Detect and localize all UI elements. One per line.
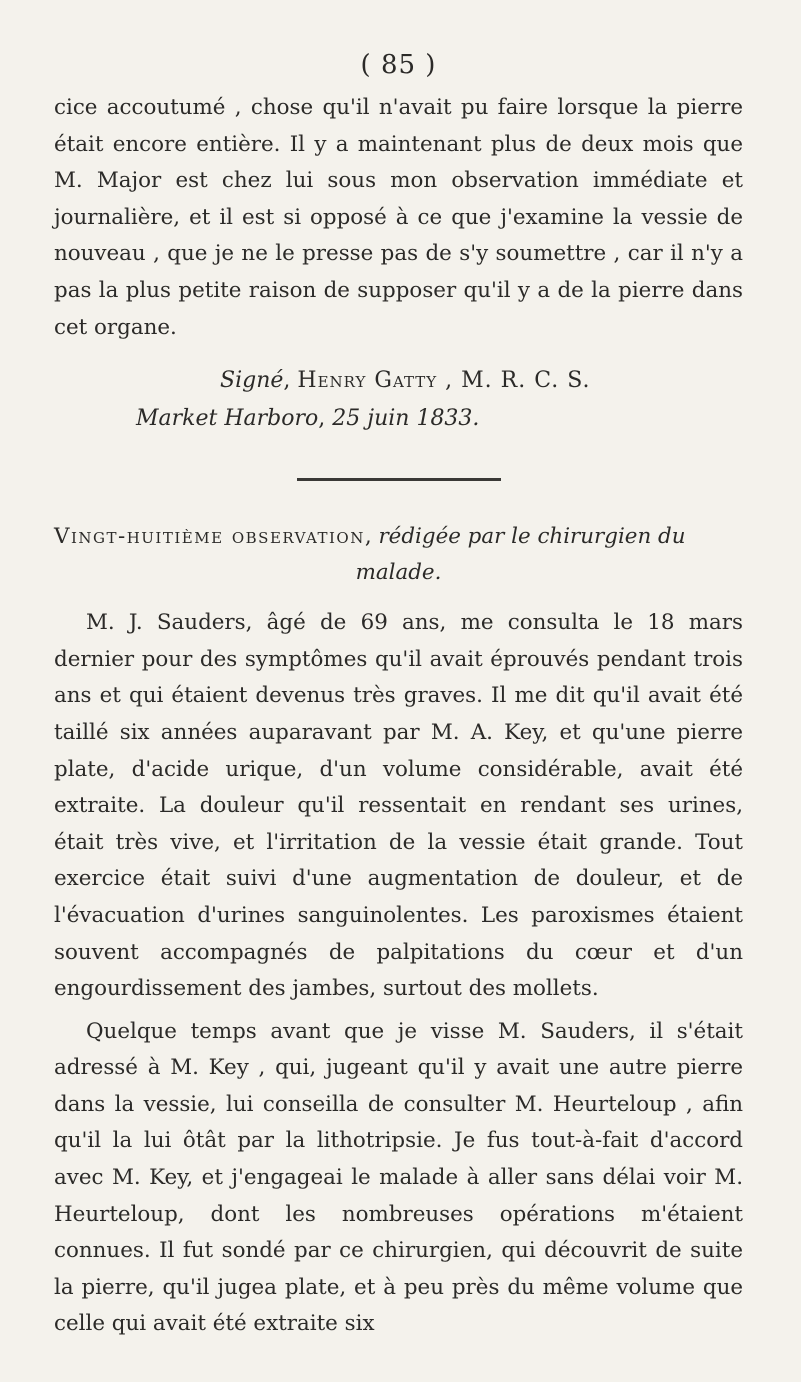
observation-heading: Vingt-huitième observation, rédigée par le chirurgien du malade. [54, 519, 743, 591]
paragraph-case-history: M. J. Sauders, âgé de 69 ans, me consulta le 18 mars dernier pour des symptômes qu'il avait éprouvés pendant trois ans et qui étaient devenus très graves. Il me dit qu'il avait été taillé six années auparavant par M. A. Key, et qu'une pierre plate, d'acide urique, d'un volume considérable, avait été extraite. La douleur qu'il ressentait en rendant ses urines, était très vive, et l'irritation de la vessie était grande. Tout exercice était suivi d'une augmentation de douleur, et de l'évacuation d'urines sanguinolentes. Les paroxismes étaient souvent accompagnés de palpitations du cœur et d'un engourdissement des jambes, surtout des mollets. [54, 610, 743, 1002]
signed-label: Signé [220, 368, 284, 394]
signature-block: Signé, Henry Gatty , M. R. C. S. Market Harboro, 25 juin 1833. [136, 368, 591, 432]
signature-place: Market Harboro [136, 406, 319, 432]
paragraph-consultation: Quelque temps avant que je visse M. Sauders, il s'était adressé à M. Key , qui, jugeant qu'il y avait une autre pierre dans la vessie, lui conseilla de consulter M. Heurteloup , afin qu'il la lui ôtât par la lithotripsie. Je fus tout-à-fait d'accord avec M. Key, et j'engageai le malade à aller sans délai voir M. Heurteloup, dont les nombreuses opérations m'étaient connues. Il fut sondé par ce chirurgien, qui découvrit de suite la pierre, qu'il jugea plate, et à peu près du même volume que celle qui avait été extraite six [54, 1018, 743, 1337]
signature-date: 25 juin 1833. [332, 406, 480, 432]
paragraph-continuation: cice accoutumé , chose qu'il n'avait pu faire lorsque la pierre était encore entière. Il y a maintenant plus de deux mois que M. Major est chez lui sous mon observation immédiate et journalière, et il est si opposé à ce que j'examine la vessie de nouveau , que je ne le presse pas de s'y soumettre , car il n'y a pas la plus petite raison de supposer qu'il y a de la pierre dans cet organe. [54, 95, 743, 340]
observation-title: Vingt-huitième observation [54, 524, 365, 550]
page-number: ( 85 ) [360, 50, 437, 80]
observation-subtitle-end: malade. [355, 560, 442, 586]
observation-subtitle: rédigée par le chirurgien du [378, 524, 686, 550]
signer-name: Henry Gatty , M. R. C. S. [297, 368, 591, 394]
section-divider [297, 478, 501, 481]
